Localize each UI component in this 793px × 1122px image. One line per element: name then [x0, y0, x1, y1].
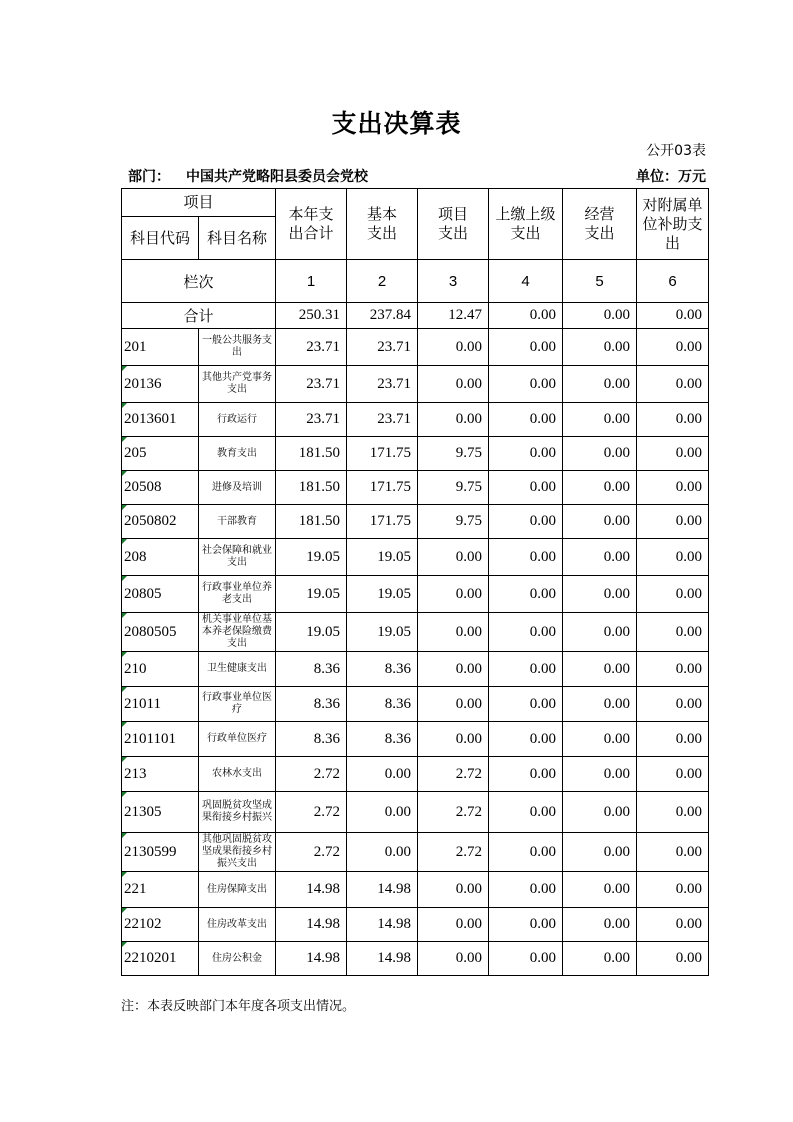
cell-marker-icon	[122, 505, 127, 510]
amount-cell: 0.00	[637, 403, 709, 437]
amount-cell: 0.00	[489, 652, 563, 687]
header-business: 经营支出	[563, 189, 637, 260]
amount-cell: 0.00	[563, 539, 637, 576]
subject-name: 行政单位医疗	[199, 722, 276, 757]
amount-cell: 0.00	[418, 576, 489, 613]
table-row	[122, 652, 709, 687]
table-row	[122, 471, 709, 505]
table-row	[122, 872, 709, 908]
amount-cell: 2.72	[276, 792, 347, 833]
amount-cell: 23.71	[276, 329, 347, 366]
cell-marker-icon	[122, 872, 127, 877]
amount-cell: 0.00	[489, 366, 563, 403]
cell-marker-icon	[122, 437, 127, 442]
amount-cell: 2.72	[276, 757, 347, 792]
table-row	[122, 505, 709, 539]
amount-cell: 0.00	[563, 471, 637, 505]
subject-name: 社会保障和就业支出	[199, 539, 276, 576]
amount-cell: 0.00	[637, 539, 709, 576]
table-row	[122, 613, 709, 652]
header-basic: 基本支出	[347, 189, 418, 260]
amount-cell: 0.00	[563, 872, 637, 908]
amount-cell: 23.71	[347, 403, 418, 437]
amount-cell: 171.75	[347, 471, 418, 505]
subject-name: 卫生健康支出	[199, 652, 276, 687]
amount-cell: 8.36	[276, 722, 347, 757]
amount-cell: 2.72	[276, 833, 347, 872]
subject-name: 巩固脱贫攻坚成果衔接乡村振兴	[199, 792, 276, 833]
cell-marker-icon	[122, 908, 127, 913]
department-label: 部门：	[128, 169, 170, 185]
amount-cell: 0.00	[637, 722, 709, 757]
amount-cell: 8.36	[347, 722, 418, 757]
amount-cell: 0.00	[563, 687, 637, 722]
amount-cell: 171.75	[347, 437, 418, 471]
table-row	[122, 687, 709, 722]
amount-cell: 9.75	[418, 437, 489, 471]
total-value: 0.00	[563, 303, 637, 329]
amount-cell: 0.00	[418, 942, 489, 976]
amount-cell: 171.75	[347, 505, 418, 539]
amount-cell: 8.36	[347, 652, 418, 687]
amount-cell: 0.00	[489, 437, 563, 471]
total-row	[122, 303, 709, 329]
table-row	[122, 576, 709, 613]
amount-cell: 0.00	[563, 366, 637, 403]
amount-cell: 0.00	[418, 908, 489, 942]
subject-name: 进修及培训	[199, 471, 276, 505]
subject-name: 住房保障支出	[199, 872, 276, 908]
amount-cell: 0.00	[418, 613, 489, 652]
amount-cell: 0.00	[489, 872, 563, 908]
subject-code: 213	[122, 757, 199, 792]
amount-cell: 0.00	[489, 471, 563, 505]
subject-name: 一般公共服务支出	[199, 329, 276, 366]
total-value: 250.31	[276, 303, 347, 329]
index-col: 2	[347, 260, 418, 303]
subject-code: 210	[122, 652, 199, 687]
amount-cell: 0.00	[563, 908, 637, 942]
subject-name: 住房公积金	[199, 942, 276, 976]
header-total: 本年支出合计	[276, 189, 347, 260]
index-row	[122, 260, 709, 303]
amount-cell: 0.00	[418, 687, 489, 722]
cell-marker-icon	[122, 366, 127, 371]
amount-cell: 8.36	[347, 687, 418, 722]
subject-name: 其他巩固脱贫攻坚成果衔接乡村振兴支出	[199, 833, 276, 872]
amount-cell: 0.00	[563, 437, 637, 471]
subject-name: 住房改革支出	[199, 908, 276, 942]
amount-cell: 0.00	[637, 908, 709, 942]
amount-cell: 0.00	[418, 329, 489, 366]
cell-marker-icon	[122, 687, 127, 692]
amount-cell: 0.00	[637, 329, 709, 366]
amount-cell: 0.00	[563, 403, 637, 437]
subject-name: 行政事业单位医疗	[199, 687, 276, 722]
amount-cell: 0.00	[637, 576, 709, 613]
amount-cell: 14.98	[276, 872, 347, 908]
cell-marker-icon	[122, 471, 127, 476]
total-label: 合计	[122, 303, 276, 329]
amount-cell: 0.00	[563, 792, 637, 833]
page-title: 支出决算表	[331, 109, 462, 138]
amount-cell: 2.72	[418, 757, 489, 792]
subject-code: 21305	[122, 792, 199, 833]
table-row	[122, 908, 709, 942]
subject-name: 干部教育	[199, 505, 276, 539]
subject-code: 20508	[122, 471, 199, 505]
table-row	[122, 792, 709, 833]
index-col: 6	[637, 260, 709, 303]
amount-cell: 0.00	[563, 505, 637, 539]
subject-name: 机关事业单位基本养老保险缴费支出	[199, 613, 276, 652]
subject-code: 2130599	[122, 833, 199, 872]
amount-cell: 0.00	[637, 942, 709, 976]
amount-cell: 0.00	[489, 833, 563, 872]
table-row	[122, 437, 709, 471]
amount-cell: 0.00	[418, 652, 489, 687]
amount-cell: 2.72	[418, 792, 489, 833]
amount-cell: 8.36	[276, 652, 347, 687]
amount-cell: 0.00	[637, 792, 709, 833]
amount-cell: 9.75	[418, 505, 489, 539]
amount-cell: 23.71	[347, 329, 418, 366]
amount-cell: 19.05	[276, 613, 347, 652]
table-row	[122, 722, 709, 757]
total-value: 237.84	[347, 303, 418, 329]
amount-cell: 0.00	[489, 792, 563, 833]
header-upper: 上缴上级支出	[489, 189, 563, 260]
cell-marker-icon	[122, 942, 127, 947]
amount-cell: 0.00	[418, 872, 489, 908]
index-col: 1	[276, 260, 347, 303]
subject-code: 20136	[122, 366, 199, 403]
subject-code: 2080505	[122, 613, 199, 652]
table-row	[122, 833, 709, 872]
amount-cell: 0.00	[563, 576, 637, 613]
amount-cell: 0.00	[637, 613, 709, 652]
cell-marker-icon	[122, 652, 127, 657]
amount-cell: 0.00	[563, 722, 637, 757]
footnote: 注：本表反映部门本年度各项支出情况。	[121, 999, 356, 1014]
form-number: 公开03表	[646, 143, 706, 159]
cell-marker-icon	[122, 833, 127, 838]
cell-marker-icon	[122, 403, 127, 408]
header-name: 科目名称	[199, 217, 276, 260]
cell-marker-icon	[122, 576, 127, 581]
amount-cell: 14.98	[276, 908, 347, 942]
amount-cell: 0.00	[418, 366, 489, 403]
amount-cell: 14.98	[347, 942, 418, 976]
amount-cell: 0.00	[637, 687, 709, 722]
amount-cell: 0.00	[637, 652, 709, 687]
amount-cell: 0.00	[563, 613, 637, 652]
amount-cell: 181.50	[276, 505, 347, 539]
amount-cell: 0.00	[637, 833, 709, 872]
amount-cell: 0.00	[489, 505, 563, 539]
amount-cell: 0.00	[418, 403, 489, 437]
subject-code: 2050802	[122, 505, 199, 539]
amount-cell: 0.00	[347, 833, 418, 872]
amount-cell: 0.00	[347, 757, 418, 792]
cell-marker-icon	[122, 613, 127, 618]
subject-code: 221	[122, 872, 199, 908]
subject-code: 22102	[122, 908, 199, 942]
index-col: 3	[418, 260, 489, 303]
amount-cell: 0.00	[489, 576, 563, 613]
amount-cell: 0.00	[489, 757, 563, 792]
header-project: 项目	[122, 189, 276, 217]
department-name: 中国共产党略阳县委员会党校	[186, 169, 368, 185]
amount-cell: 19.05	[276, 576, 347, 613]
amount-cell: 0.00	[563, 833, 637, 872]
subject-code: 201	[122, 329, 199, 366]
amount-cell: 0.00	[637, 471, 709, 505]
amount-cell: 0.00	[637, 505, 709, 539]
amount-cell: 0.00	[489, 329, 563, 366]
subject-code: 2101101	[122, 722, 199, 757]
subject-code: 205	[122, 437, 199, 471]
amount-cell: 23.71	[276, 366, 347, 403]
index-label: 栏次	[122, 260, 276, 303]
unit-label: 单位：万元	[636, 169, 706, 185]
amount-cell: 8.36	[276, 687, 347, 722]
amount-cell: 0.00	[563, 757, 637, 792]
amount-cell: 0.00	[489, 403, 563, 437]
table-row	[122, 366, 709, 403]
total-value: 0.00	[489, 303, 563, 329]
amount-cell: 0.00	[418, 722, 489, 757]
subject-name: 行政事业单位养老支出	[199, 576, 276, 613]
amount-cell: 19.05	[347, 613, 418, 652]
cell-marker-icon	[122, 722, 127, 727]
subject-code: 2210201	[122, 942, 199, 976]
amount-cell: 0.00	[489, 942, 563, 976]
amount-cell: 9.75	[418, 471, 489, 505]
total-value: 0.00	[637, 303, 709, 329]
amount-cell: 0.00	[637, 757, 709, 792]
cell-marker-icon	[122, 792, 127, 797]
table-row	[122, 403, 709, 437]
amount-cell: 0.00	[563, 942, 637, 976]
index-col: 4	[489, 260, 563, 303]
amount-cell: 14.98	[276, 942, 347, 976]
header-code: 科目代码	[122, 217, 199, 260]
amount-cell: 23.71	[347, 366, 418, 403]
header-row-1	[122, 189, 709, 217]
cell-marker-icon	[122, 757, 127, 762]
amount-cell: 181.50	[276, 471, 347, 505]
amount-cell: 0.00	[347, 792, 418, 833]
amount-cell: 23.71	[276, 403, 347, 437]
amount-cell: 19.05	[347, 539, 418, 576]
header-subsidy: 对附属单位补助支出	[637, 189, 709, 260]
amount-cell: 0.00	[637, 437, 709, 471]
amount-cell: 0.00	[489, 613, 563, 652]
subject-name: 农林水支出	[199, 757, 276, 792]
amount-cell: 19.05	[347, 576, 418, 613]
amount-cell: 0.00	[418, 539, 489, 576]
table-row	[122, 757, 709, 792]
amount-cell: 2.72	[418, 833, 489, 872]
amount-cell: 0.00	[563, 329, 637, 366]
total-value: 12.47	[418, 303, 489, 329]
table-row	[122, 942, 709, 976]
amount-cell: 14.98	[347, 872, 418, 908]
subject-code: 21011	[122, 687, 199, 722]
subject-name: 其他共产党事务支出	[199, 366, 276, 403]
subject-name: 行政运行	[199, 403, 276, 437]
amount-cell: 0.00	[637, 366, 709, 403]
table-row	[122, 329, 709, 366]
subject-code: 2013601	[122, 403, 199, 437]
table-row	[122, 539, 709, 576]
cell-marker-icon	[122, 539, 127, 544]
amount-cell: 0.00	[489, 908, 563, 942]
header-project-expense: 项目支出	[418, 189, 489, 260]
index-col: 5	[563, 260, 637, 303]
subject-code: 208	[122, 539, 199, 576]
subject-code: 20805	[122, 576, 199, 613]
amount-cell: 0.00	[489, 539, 563, 576]
expenditure-table	[121, 188, 709, 976]
amount-cell: 0.00	[637, 872, 709, 908]
department-line	[128, 166, 368, 186]
subject-name: 教育支出	[199, 437, 276, 471]
amount-cell: 0.00	[563, 652, 637, 687]
amount-cell: 0.00	[489, 687, 563, 722]
amount-cell: 0.00	[489, 722, 563, 757]
amount-cell: 181.50	[276, 437, 347, 471]
amount-cell: 14.98	[347, 908, 418, 942]
amount-cell: 19.05	[276, 539, 347, 576]
